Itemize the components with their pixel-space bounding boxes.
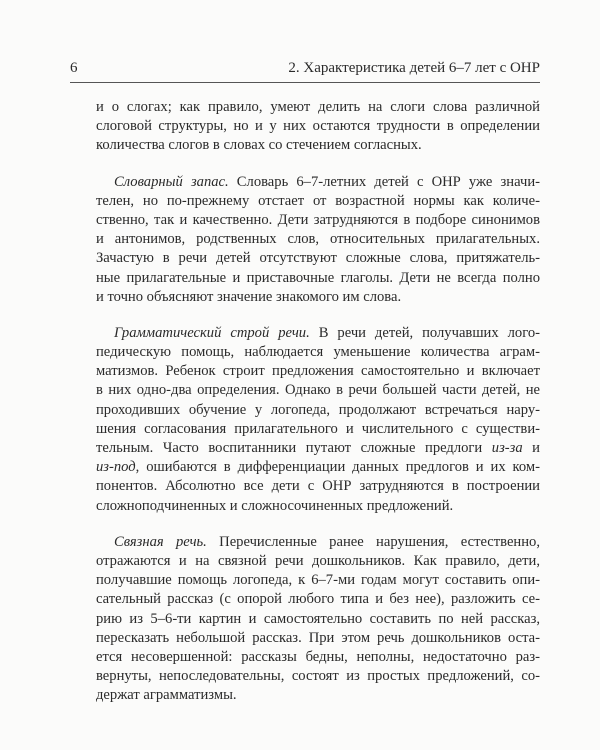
paragraph-gap: [96, 156, 540, 173]
section-lead: Связная речь.: [114, 533, 207, 550]
text-line: понентов. Абсолютно все дети с ОНР затрудняются в построении: [96, 478, 540, 495]
text-line: рию из 5–6-ти картин и самостоятельно составить по ней рассказ,: [96, 610, 540, 627]
text-line: Словарный запас. Словарь 6–7-летних детей с ОНР уже значи-: [114, 173, 540, 190]
text-line: сательный рассказ (с опорой любого типа и без нее), разложить се-: [96, 591, 540, 608]
text-line: проходивших обучение у логопеда, продолжают встречаться нару-: [96, 401, 540, 418]
paragraph: [96, 324, 540, 516]
text-line: держат аграмматизмы.: [96, 687, 237, 704]
text-line: в них одно-два определения. Однако в речи большей части детей, не: [96, 382, 540, 399]
text-line: Связная речь. Перечисленные ранее нарушения, естественно,: [114, 533, 540, 550]
text-line: и точно объясняют значение знакомого им слова.: [96, 288, 402, 305]
text-line: матизмов. Ребенок строит предложения самостоятельно и включает: [96, 363, 540, 380]
page-header: [70, 58, 540, 80]
text-line: из-под, ошибаются в дифференциации данных предлогов и их ком-: [96, 459, 540, 476]
text-line: получавшие помощь логопеда, к 6–7-ми годам могут составить опи-: [96, 572, 540, 589]
body-text: [96, 98, 540, 705]
text-line: отражаются и на связной речи дошкольников. Как правило, дети,: [96, 552, 540, 569]
text-line: и антонимов, родственных слов, относительных прилагательных.: [96, 231, 540, 248]
running-title: 2. Характеристика детей 6–7 лет с ОНР: [288, 60, 540, 76]
text-line: Грамматический строй речи. В речи детей, получавших лого-: [114, 324, 540, 341]
paragraph-gap: [96, 516, 540, 533]
paragraph: [96, 98, 540, 156]
text-line: тельным. Часто воспитанники путают сложные предлоги из-за и: [96, 440, 540, 456]
section-lead: Словарный запас.: [114, 173, 229, 190]
page-number: 6: [70, 60, 78, 76]
header-rule: [70, 82, 540, 83]
paragraph: [96, 173, 540, 307]
text-line: сложноподчиненных и сложносочиненных предложений.: [96, 497, 454, 514]
text-line: пересказать небольшой рассказ. При этом речь дошкольников оста-: [96, 629, 540, 646]
text-line: телен, но по-прежнему отстает от возрастной нормы как количе-: [96, 192, 540, 209]
text-line: шения согласования прилагательного и числительного с существи-: [96, 420, 540, 437]
paragraph-gap: [96, 307, 540, 324]
text-line: Зачастую в речи детей отсутствуют сложные слова, притяжатель-: [96, 250, 540, 267]
text-line: количества слогов в словах со стечением согласных.: [96, 137, 422, 154]
text-line: ственно, так и качественно. Дети затрудняются в подборе синонимов: [96, 211, 540, 228]
text-line: ется несовершенной: рассказы бедны, неполны, недостаточно раз-: [96, 648, 540, 665]
text-line: слоговой структуры, но и у них остаются трудности в определении: [96, 118, 540, 135]
section-lead: Грамматический строй речи.: [114, 324, 310, 341]
text-line: педическую помощь, наблюдается уменьшение количества аграм-: [96, 344, 540, 361]
text-line: ные прилагательные и приставочные глаголы. Дети не всегда полно: [96, 269, 540, 286]
paragraph: [96, 533, 540, 706]
text-line: вернуты, непоследовательны, состоят из простых предложений, со-: [96, 668, 540, 685]
text-line: и о слогах; как правило, умеют делить на слоги слова различной: [96, 99, 540, 115]
